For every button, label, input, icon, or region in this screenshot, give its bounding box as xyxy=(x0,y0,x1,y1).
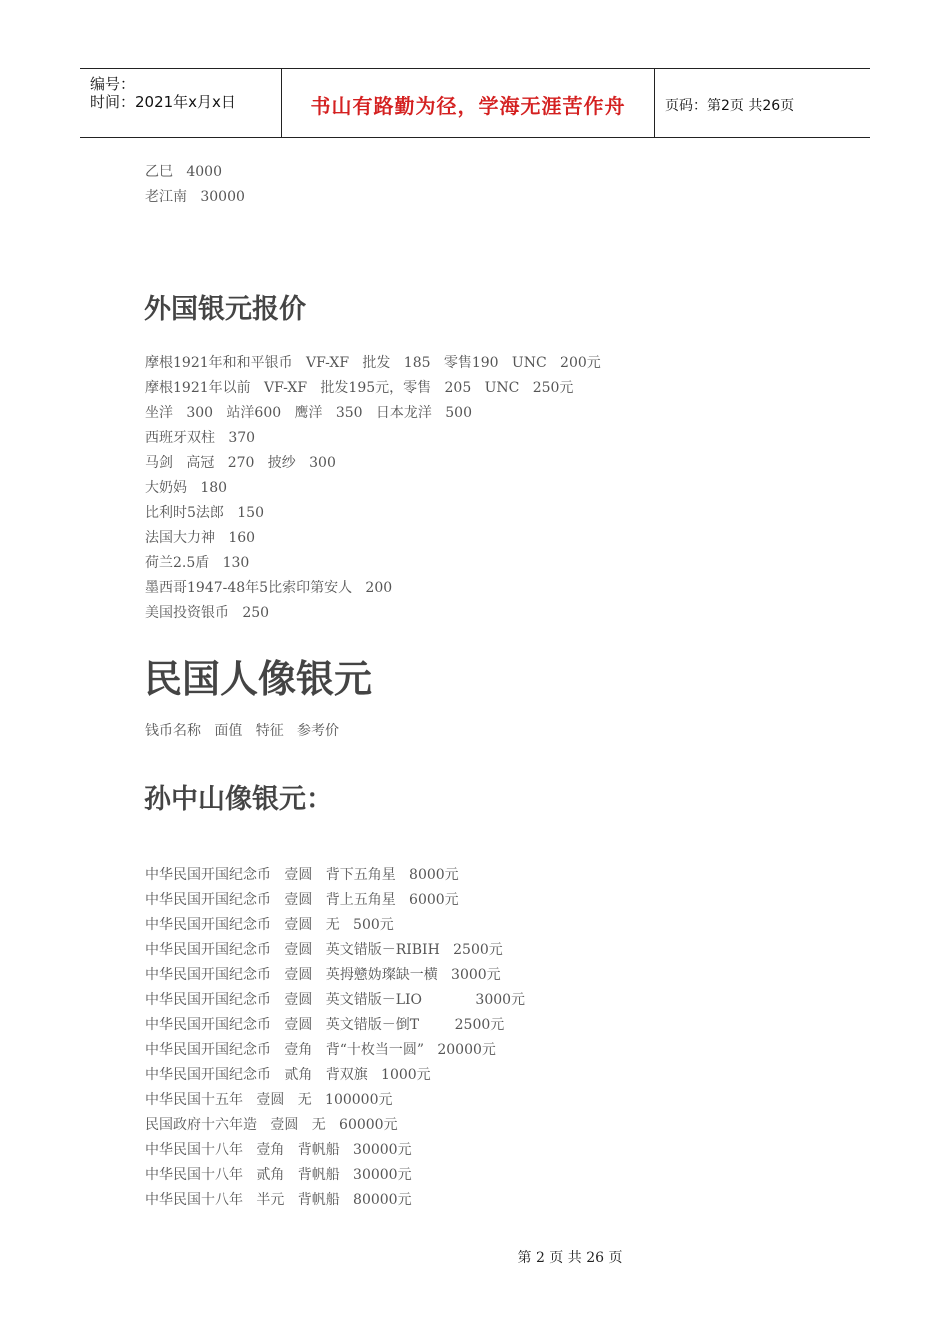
list-item: 中华民国十八年 半元 背帆船 80000元 xyxy=(145,1192,412,1208)
list-item: 坐洋 300 站洋600 鹰洋 350 日本龙洋 500 xyxy=(145,405,472,421)
list-item: 中华民国开国纪念币 壹圆 背下五角星 8000元 xyxy=(145,867,459,883)
list-item: 比利时5法郎 150 xyxy=(145,505,264,521)
section-heading-sun: 孙中山像银元： xyxy=(144,784,333,815)
list-item: 中华民国开国纪念币 壹圆 英文错版－倒T 2500元 xyxy=(145,1017,505,1033)
list-item: 中华民国开国纪念币 壹圆 英拇戆妫璨缺一横 3000元 xyxy=(145,967,501,983)
list-item: 墨西哥1947-48年5比索印第安人 200 xyxy=(145,580,393,596)
column-header-line: 钱币名称 面值 特征 参考价 xyxy=(145,723,340,739)
list-item: 中华民国开国纪念币 壹圆 背上五角星 6000元 xyxy=(145,892,459,908)
header-page-info: 页码：第2页 共26页 xyxy=(665,98,795,114)
list-item: 中华民国十八年 壹角 背帆船 30000元 xyxy=(145,1142,412,1158)
list-item: 中华民国十五年 壹圆 无 100000元 xyxy=(145,1092,393,1108)
list-item: 乙巳 4000 xyxy=(145,164,222,180)
section-heading-foreign: 外国银元报价 xyxy=(144,294,306,325)
list-item: 摩根1921年和和平银币 VF-XF 批发 185 零售190 UNC 200元 xyxy=(145,355,601,371)
list-item: 摩根1921年以前 VF-XF 批发195元，零售 205 UNC 250元 xyxy=(145,380,574,396)
list-item: 中华民国开国纪念币 壹圆 无 500元 xyxy=(145,917,394,933)
list-item: 老江南 30000 xyxy=(145,189,245,205)
list-item: 马剑 高冠 270 披纱 300 xyxy=(145,455,336,471)
page-header xyxy=(80,68,870,138)
section-heading-portrait: 民国人像银元 xyxy=(144,657,373,701)
list-item: 美国投资银币 250 xyxy=(145,605,270,621)
list-item: 大奶妈 180 xyxy=(145,480,228,496)
document-number-label: 编号： xyxy=(90,75,136,93)
header-motto: 书山有路勤为径，学海无涯苦作舟 xyxy=(310,94,626,118)
list-item: 西班牙双柱 370 xyxy=(145,430,256,446)
header-page-cell xyxy=(655,69,870,137)
list-item: 中华民国开国纪念币 壹圆 英文错版－LIO 3000元 xyxy=(145,992,526,1008)
list-item: 荷兰2.5盾 130 xyxy=(145,555,250,571)
list-item: 中华民国开国纪念币 壹角 背“十枚当一圆” 20000元 xyxy=(145,1042,496,1058)
header-meta-cell xyxy=(80,69,282,137)
list-item: 中华民国开国纪念币 壹圆 英文错版－RIBIH 2500元 xyxy=(145,942,503,958)
list-item: 民国政府十六年造 壹圆 无 60000元 xyxy=(145,1117,398,1133)
list-item: 中华民国十八年 贰角 背帆船 30000元 xyxy=(145,1167,412,1183)
document-time-label: 时间：2021年x月x日 xyxy=(90,93,236,111)
header-motto-cell xyxy=(282,69,655,137)
list-item: 法国大力神 160 xyxy=(145,530,256,546)
page-footer: 第 2 页 共 26 页 xyxy=(517,1250,623,1266)
list-item: 中华民国开国纪念币 贰角 背双旗 1000元 xyxy=(145,1067,431,1083)
